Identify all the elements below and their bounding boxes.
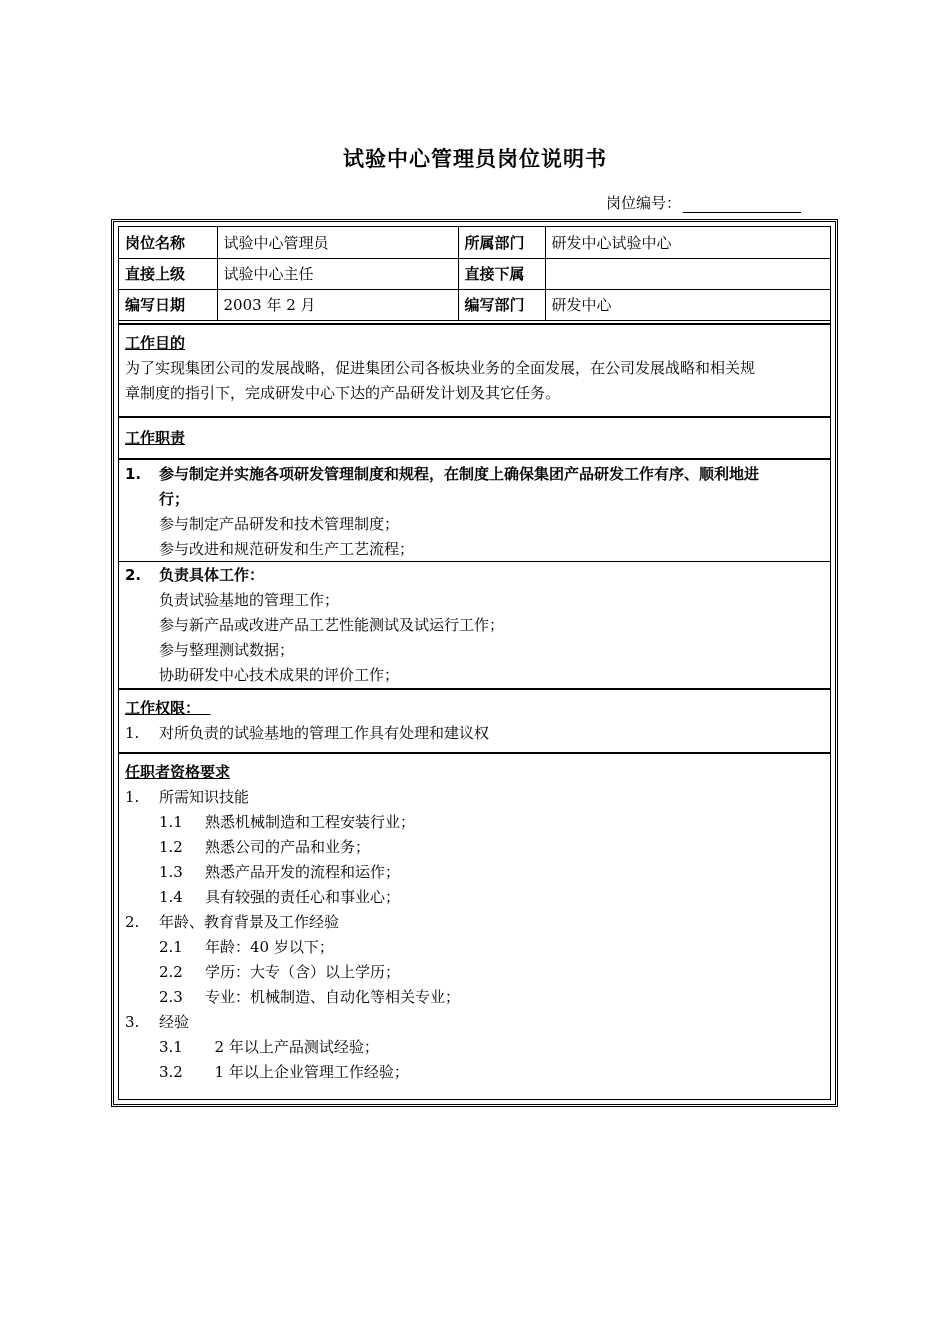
- value-write-dept: 研发中心: [545, 289, 830, 320]
- duty-group-2: [119, 561, 830, 688]
- basic-info-table: [119, 227, 830, 321]
- sub-item: 1.1 熟悉机械制造和工程安装行业；: [159, 813, 416, 831]
- duty-title-cont: 行；: [159, 490, 190, 508]
- duty-title: 1. 参与制定并实施各项研发管理制度和规程，在制度上确保集团产品研发工作有序、顺利地进: [125, 465, 760, 483]
- value-superior: 试验中心主任: [217, 258, 458, 289]
- list-item: 3. 经验: [125, 1013, 190, 1031]
- table-row: [119, 258, 830, 289]
- sub-item: 2.3 专业：机械制造、自动化等相关专业；: [159, 988, 461, 1006]
- section-duties-header: [119, 416, 830, 458]
- duties-heading: 工作职责: [125, 429, 186, 447]
- sub-item: 1.4 具有较强的责任心和事业心；: [159, 888, 401, 906]
- post-number-blank: [683, 198, 801, 213]
- post-number-label: 岗位编号：: [606, 194, 682, 212]
- section-purpose: [119, 323, 830, 416]
- label-write-date: 编写日期: [119, 289, 217, 320]
- purpose-text-line: 章制度的指引下，完成研发中心下达的产品研发计划及其它任务。: [125, 384, 561, 402]
- list-item: 1. 所需知识技能: [125, 788, 250, 806]
- post-number: [606, 192, 801, 213]
- table-row: [119, 227, 830, 258]
- list-item: 协助研发中心技术成果的评价工作；: [159, 666, 400, 684]
- table-row: [119, 289, 830, 320]
- section-requirements: [119, 752, 830, 1106]
- list-item: 参与新产品或改进产品工艺性能测试及试运行工作；: [159, 616, 505, 634]
- label-write-dept: 编写部门: [458, 289, 545, 320]
- sub-item: 2.1 年龄：40 岁以下；: [159, 938, 334, 956]
- sub-item: 1.2 熟悉公司的产品和业务；: [159, 838, 371, 856]
- label-subordinate: 直接下属: [458, 258, 545, 289]
- list-item: 2. 年龄、教育背景及工作经验: [125, 913, 340, 931]
- form-body: [118, 226, 831, 1100]
- document-title: 试验中心管理员岗位说明书: [343, 147, 607, 171]
- sub-item: 1.3 熟悉产品开发的流程和运作；: [159, 863, 401, 881]
- section-authority: [119, 688, 830, 752]
- label-superior: 直接上级: [119, 258, 217, 289]
- value-subordinate: [545, 258, 830, 289]
- value-post-name: 试验中心管理员: [217, 227, 458, 258]
- sub-item: 3.2 1 年以上企业管理工作经验；: [159, 1063, 409, 1081]
- label-department: 所属部门: [458, 227, 545, 258]
- value-write-date: 2003 年 2 月: [217, 289, 458, 320]
- list-item: 参与制定产品研发和技术管理制度；: [159, 515, 400, 533]
- list-item: 负责试验基地的管理工作；: [159, 591, 340, 609]
- purpose-text-line: 为了实现集团公司的发展战略，促进集团公司各板块业务的全面发展，在公司发展战略和相关规: [125, 359, 756, 377]
- purpose-heading: 工作目的: [125, 334, 186, 352]
- duty-title: 2. 负责具体工作：: [125, 566, 265, 584]
- list-item: 参与整理测试数据；: [159, 641, 295, 659]
- list-item: 参与改进和规范研发和生产工艺流程；: [159, 540, 415, 558]
- form-frame: [111, 219, 838, 1107]
- sub-item: 3.1 2 年以上产品测试经验；: [159, 1038, 379, 1056]
- authority-heading: 工作权限：: [125, 699, 201, 717]
- list-item: 1. 对所负责的试验基地的管理工作具有处理和建议权: [125, 724, 490, 742]
- value-department: 研发中心试验中心: [545, 227, 830, 258]
- requirements-heading: 任职者资格要求: [125, 763, 231, 781]
- sub-item: 2.2 学历：大专（含）以上学历；: [159, 963, 401, 981]
- label-post-name: 岗位名称: [119, 227, 217, 258]
- duty-group-1: [119, 458, 830, 561]
